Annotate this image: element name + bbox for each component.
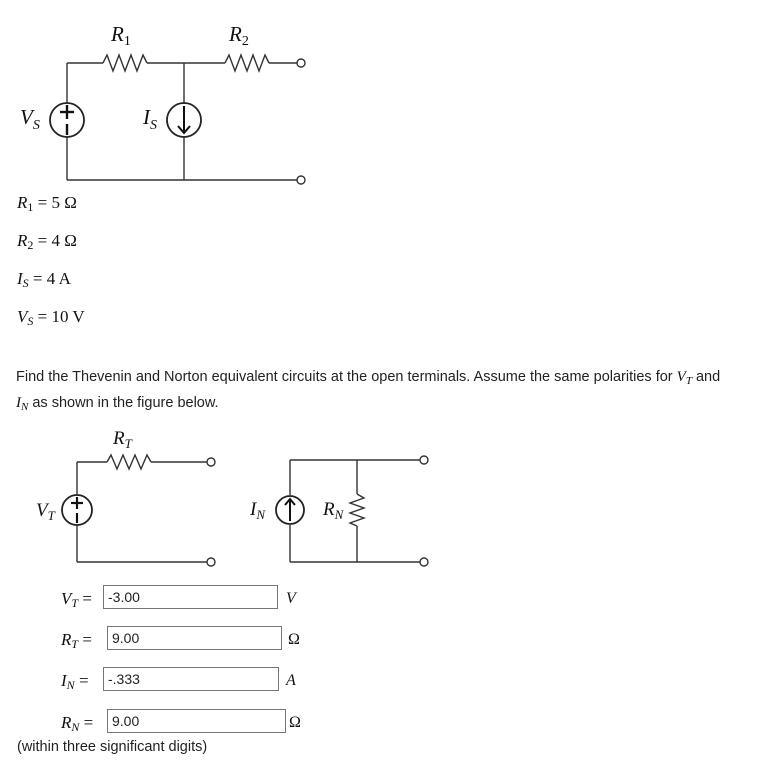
precision-note: (within three significant digits): [17, 739, 208, 755]
in-unit: A: [286, 672, 296, 689]
current-source-is: [167, 103, 201, 137]
r2-label: R2: [229, 22, 249, 49]
norton-circuit: [240, 440, 440, 580]
rt-unit: Ω: [288, 631, 300, 648]
given-vs: $V_S = 10$ V: [17, 307, 85, 328]
answer-rt-label: $R_T$ =: [61, 630, 92, 651]
circuit-diagram-1: [0, 0, 340, 195]
rt-label: $R_T$: [113, 428, 132, 451]
current-source-in: [276, 496, 304, 524]
rn-label: $R_N$: [323, 499, 344, 522]
voltage-source-vt: [62, 495, 92, 525]
answer-in-label: $I_N$ =: [61, 671, 89, 692]
rn-unit: Ω: [289, 714, 301, 731]
voltage-source-vs: [50, 103, 84, 137]
answer-vt-label: $V_T$ =: [61, 589, 92, 610]
vs-label: $V_S$: [20, 105, 40, 133]
rn-input[interactable]: [107, 709, 286, 733]
problem-statement: Find the Thevenin and Norton equivalent circuits at the open terminals. Assume the same polarities for $V_T$ and $I_N$ as shown in the figure below.: [16, 369, 721, 413]
given-is: $I_S = 4$ A: [17, 269, 71, 290]
r1-label: R1: [111, 22, 131, 49]
answer-rn-label: $R_N$ =: [61, 713, 94, 734]
given-r1: $R_1 = 5$ Ω: [17, 193, 77, 214]
vt-unit: V: [286, 590, 296, 607]
in-label: $I_N$: [250, 499, 265, 522]
rt-input[interactable]: [107, 626, 282, 650]
is-label: $I_S$: [143, 105, 157, 133]
vt-input[interactable]: [103, 585, 278, 609]
in-input[interactable]: [103, 667, 279, 691]
thevenin-circuit: [0, 420, 240, 580]
vt-label: $V_T$: [36, 500, 55, 523]
given-r2: $R_2 = 4$ Ω: [17, 231, 77, 252]
